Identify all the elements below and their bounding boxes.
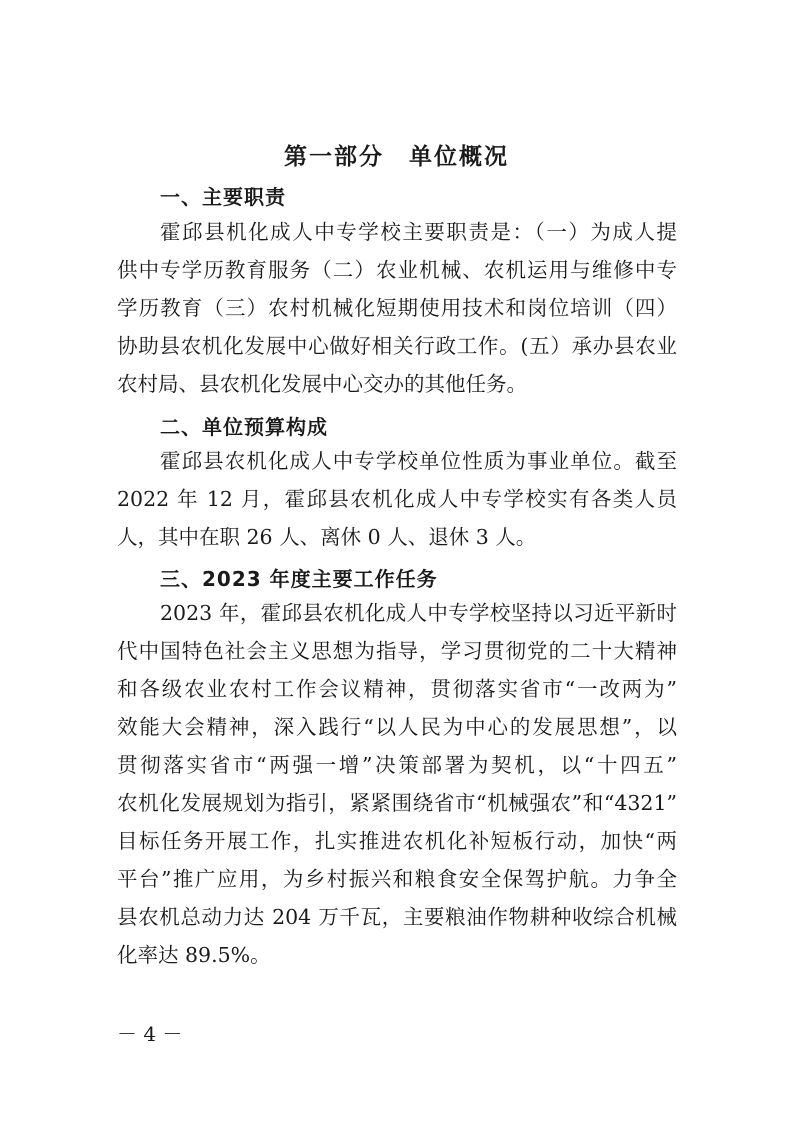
paragraph-line: 目标任务开展工作，扎实推进农机化补短板行动，加快“两 bbox=[117, 829, 677, 853]
paragraph-line: 农村局、县农机化发展中心交办的其他任务。 bbox=[117, 372, 527, 396]
paragraph-line: 平台”推广应用，为乡村振兴和粮食安全保驾护航。力争全 bbox=[117, 867, 677, 891]
page-number: － 4 － bbox=[117, 1022, 183, 1046]
paragraph-line: 代中国特色社会主义思想为指导，学习贯彻党的二十大精神 bbox=[117, 639, 677, 663]
paragraph-line: 协助县农机化发展中心做好相关行政工作。(五）承办县农业 bbox=[117, 334, 677, 358]
page-title: 第一部分 单位概况 bbox=[284, 144, 509, 170]
section-heading-duties: 一、主要职责 bbox=[160, 185, 286, 209]
section-heading-tasks: 三、2023 年度主要工作任务 bbox=[160, 567, 438, 591]
paragraph-line: 效能大会精神，深入践行“以人民为中心的发展思想”，以 bbox=[117, 715, 677, 739]
paragraph-line: 和各级农业农村工作会议精神，贯彻落实省市“一改两为” bbox=[117, 677, 677, 701]
section-heading-budget: 二、单位预算构成 bbox=[160, 415, 328, 439]
paragraph-line: 农机化发展规划为指引，紧紧围绕省市“机械强农”和“4321” bbox=[117, 791, 677, 815]
paragraph-line: 2023 年，霍邱县农机化成人中专学校坚持以习近平新时 bbox=[160, 601, 677, 625]
paragraph-line: 2022 年 12 月，霍邱县农机化成人中专学校实有各类人员 bbox=[117, 487, 677, 511]
paragraph-line: 学历教育（三）农村机械化短期使用技术和岗位培训（四） bbox=[117, 296, 677, 320]
paragraph-line: 霍邱县农机化成人中专学校单位性质为事业单位。截至 bbox=[160, 449, 677, 473]
paragraph-line: 人，其中在职 26 人、离休 0 人、退休 3 人。 bbox=[117, 525, 537, 549]
paragraph-line: 霍邱县机化成人中专学校主要职责是：（一）为成人提 bbox=[160, 220, 677, 244]
paragraph-line: 贯彻落实省市“两强一增”决策部署为契机，以“十四五” bbox=[117, 753, 677, 777]
paragraph-line: 供中专学历教育服务（二）农业机械、农机运用与维修中专 bbox=[117, 258, 677, 282]
paragraph-line: 化率达 89.5%。 bbox=[117, 943, 271, 967]
paragraph-line: 县农机总动力达 204 万千瓦，主要粮油作物耕种收综合机械 bbox=[117, 905, 677, 929]
